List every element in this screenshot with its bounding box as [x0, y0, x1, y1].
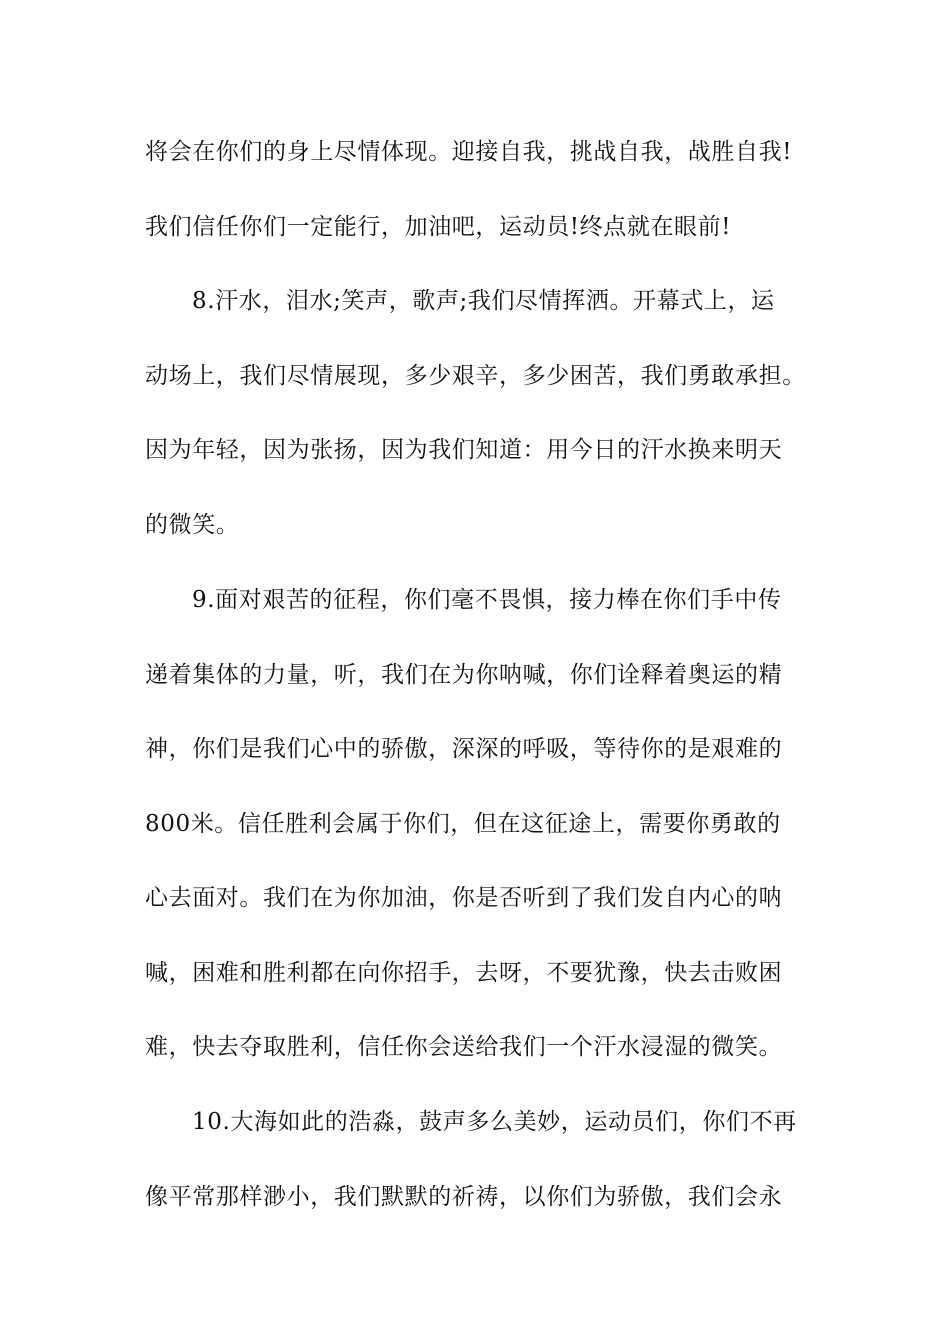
text-line: 喊，困难和胜利都在向你招手，去呀，不要犹豫，快去击败困: [145, 960, 783, 986]
paragraph-10-first-line: 10.大海如此的浩淼，鼓声多么美妙，运动员们，你们不再: [192, 1109, 797, 1135]
paragraph-8-first-line: 8.汗水，泪水;笑声，歌声;我们尽情挥洒。开幕式上，运: [192, 288, 775, 314]
paragraph-9-first-line: 9.面对艰苦的征程，你们毫不畏惧，接力棒在你们手中传: [192, 587, 782, 613]
text-line: 我们信任你们一定能行，加油吧，运动员!终点就在眼前!: [145, 214, 732, 240]
text-line: 递着集体的力量，听，我们在为你呐喊，你们诠释着奥运的精: [145, 662, 783, 688]
text-line: 800米。信任胜利会属于你们，但在这征途上，需要你勇敢的: [145, 811, 781, 837]
text-line: 动场上，我们尽情展现，多少艰辛，多少困苦，我们勇敢承担。: [145, 363, 806, 389]
text-line: 心去面对。我们在为你加油，你是否听到了我们发自内心的呐: [145, 885, 783, 911]
text-line: 难，快去夺取胜利，信任你会送给我们一个汗水浸湿的微笑。: [145, 1034, 783, 1060]
text-line: 因为年轻，因为张扬，因为我们知道：用今日的汗水换来明天: [145, 437, 783, 463]
text-line: 神，你们是我们心中的骄傲，深深的呼吸，等待你的是艰难的: [145, 736, 783, 762]
text-line: 的微笑。: [145, 512, 240, 538]
text-line: 像平常那样渺小，我们默默的祈祷，以你们为骄傲，我们会永: [145, 1184, 783, 1210]
text-line: 将会在你们的身上尽情体现。迎接自我，挑战自我，战胜自我!: [145, 139, 793, 165]
